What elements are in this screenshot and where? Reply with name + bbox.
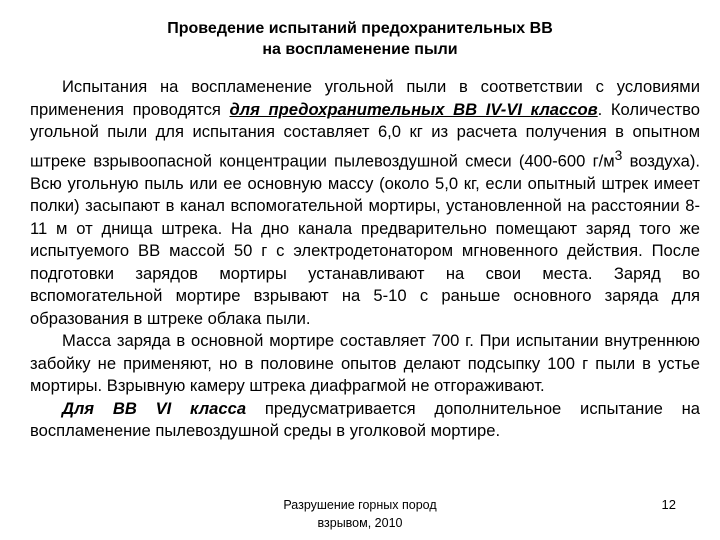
- footer-line2: взрывом, 2010: [317, 516, 403, 530]
- emphasis-class-vi: Для ВВ VI класса: [62, 398, 247, 418]
- page-number: 12: [661, 497, 676, 512]
- body-text: [30, 76, 700, 443]
- paragraph-1-part-a: Испытания на воспламенение угольной пыли в соответствии с условиями применения проводятся: [30, 77, 700, 119]
- paragraph-1-part-d: воздуха). Всю угольную пыль или ее основную массу (около 5,0 кг, если опытный штрек имеет полки) засыпают в канал вспомогательной мортиры, установленной на расстоянии 8-11 м от днища штрека. На дно канала предварительно помещают заряд того же испытуемого ВВ массой 50 г с электродетонатором мгновенного действия. После подготовки зарядов мортиры устанавливают на свои места. Заряд во вспомогательной мортире взрывают на 5-10 с раньше основного заряда для образования в штреке облака пыли.: [30, 151, 700, 328]
- paragraph-1-part-c: . Количество угольной пыли для испытания составляет 6,0 кг из расчета получения в опытном штреке взрывоопасной концентрации пылевоздушной смеси (400-600 г/м: [30, 99, 700, 171]
- superscript-3: 3: [614, 146, 623, 163]
- paragraph-1: [30, 76, 700, 330]
- footer-source: [0, 496, 720, 532]
- slide-title-line1: Проведение испытаний предохранительных ВВ: [167, 20, 553, 37]
- paragraph-3-rest: предусматривается дополнительное испытание на воспламенение пылевоздушной среды в уголковой мортире.: [30, 398, 700, 441]
- footer-line1: Разрушение горных пород: [283, 498, 437, 512]
- emphasis-explosive-classes: для предохранительных ВВ IV-VI классов: [229, 99, 598, 119]
- paragraph-2: Масса заряда в основной мортире составляет 700 г. При испытании внутреннюю забойку не применяют, но в половине опытов делают подсыпку 100 г пыли в устье мортиры. Взрывную камеру штрека диафрагмой не отгораживают.: [30, 331, 700, 396]
- slide-title: [0, 18, 720, 60]
- paragraph-3: [30, 398, 700, 443]
- slide-title-line2: на воспламенение пыли: [262, 41, 458, 58]
